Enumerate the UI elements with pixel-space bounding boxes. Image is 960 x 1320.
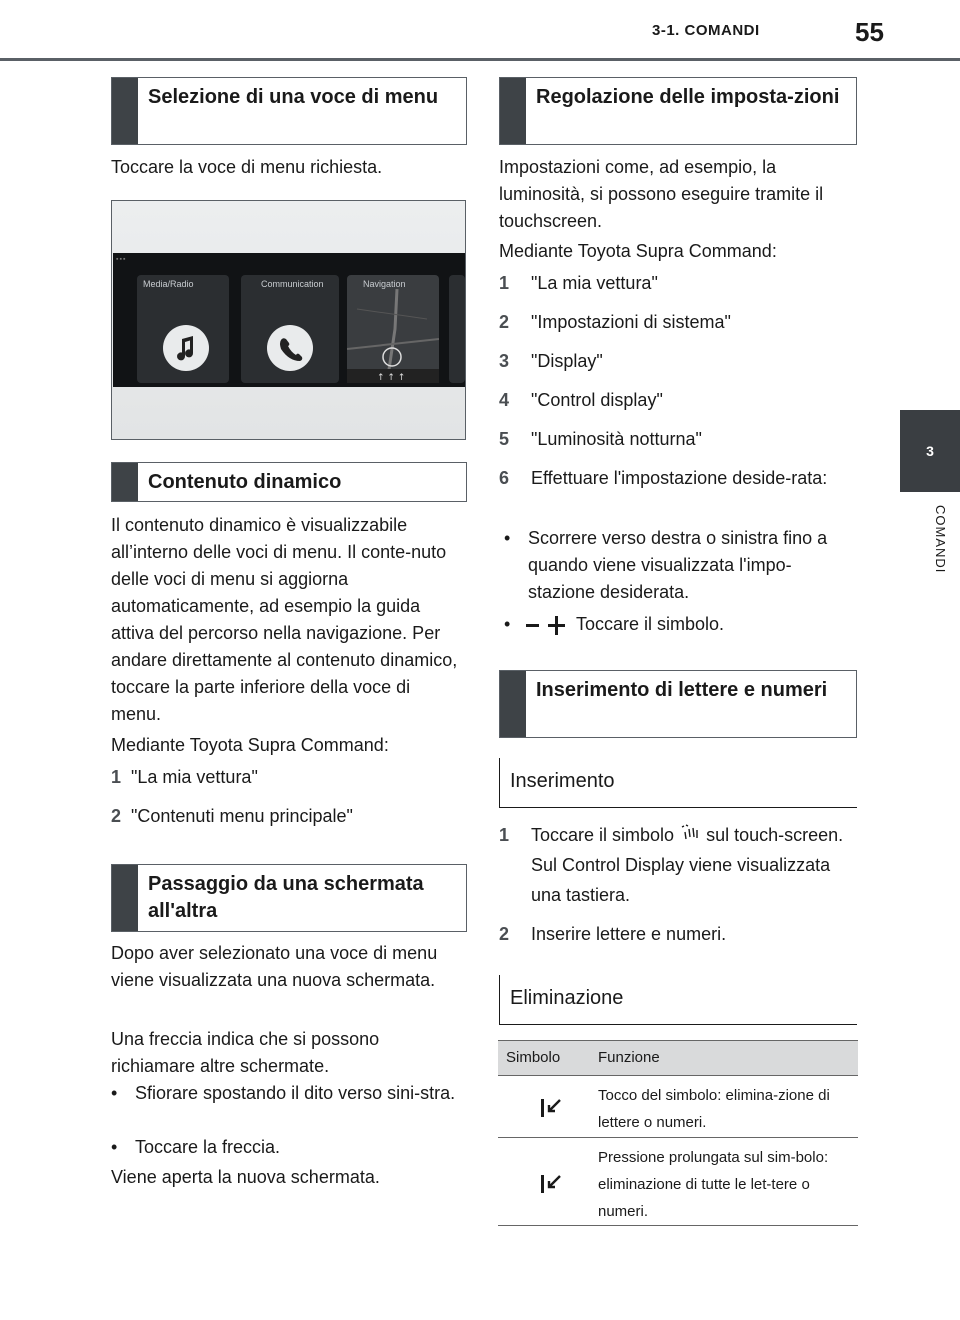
step-item <box>499 268 855 298</box>
step-text: "Control display" <box>531 390 663 410</box>
section-heading-settings <box>499 77 857 145</box>
heading-text: Passaggio da una schermata all'altra <box>148 873 424 922</box>
step-number: 3 <box>499 351 510 371</box>
step-text: "Impostazioni di sistema" <box>531 312 731 332</box>
section-heading-menu-selection <box>111 77 467 145</box>
card-navigation <box>347 275 439 383</box>
minus-plus-icon <box>524 613 574 645</box>
step-text: Inserire lettere e numeri. <box>531 924 727 944</box>
status-bar: ▪▪▪ <box>116 256 127 263</box>
music-note-icon <box>163 325 209 371</box>
paragraph: Impostazioni come, ad esempio, la luminosità, si possono eseguire tramite il touchscreen. <box>499 157 824 231</box>
backspace-icon <box>538 1172 568 1196</box>
bullet-text: Toccare la freccia. <box>135 1137 281 1157</box>
phone-icon <box>267 325 313 371</box>
section-heading-screen-switch <box>111 864 467 932</box>
bullet-text: Sfiorare spostando il dito verso sini-stra. <box>135 1083 456 1103</box>
paragraph: Mediante Toyota Supra Command: <box>499 241 777 261</box>
paragraph: Toccare la voce di menu richiesta. <box>111 157 383 177</box>
step-text: "Contenuti menu principale" <box>131 806 353 826</box>
menu-screenshot <box>111 200 466 440</box>
step-number: 5 <box>499 429 510 449</box>
col-header-function: Funzione <box>598 1049 660 1066</box>
card-label: Communication <box>261 279 324 289</box>
paragraph: Una freccia indica che si possono richiamare altre schermate. <box>111 1029 380 1076</box>
table-header <box>498 1040 858 1076</box>
bullet-dot: • <box>504 614 511 634</box>
heading-bar <box>500 78 526 144</box>
bullet-item <box>111 1080 471 1134</box>
paragraph: Dopo aver selezionato una voce di menu viene visualizzata una nuova schermata. <box>111 943 438 990</box>
chapter-tab: 3 <box>900 410 960 492</box>
heading-text: Regolazione delle imposta-zioni <box>536 86 840 108</box>
step-text <box>531 820 849 910</box>
heading-bar <box>500 671 526 737</box>
card-label: Navigation <box>363 279 406 289</box>
subheading-text: Inserimento <box>510 770 615 792</box>
card-media-radio <box>137 275 229 383</box>
screen-display <box>113 253 465 387</box>
step-item <box>499 820 855 910</box>
step-item <box>111 801 463 831</box>
table-row <box>498 1076 858 1138</box>
row-description: Tocco del simbolo: elimina-zione di lettere o numeri. <box>598 1087 830 1131</box>
bullet-dot: • <box>111 1083 118 1103</box>
step-number: 1 <box>499 273 510 293</box>
section-heading-input <box>499 670 857 738</box>
subheading-delete <box>499 975 857 1025</box>
bullet-text: Toccare il simbolo. <box>576 614 725 634</box>
heading-text: Selezione di una voce di menu <box>148 86 439 108</box>
step-item <box>111 762 463 792</box>
bullet-dot: • <box>111 1137 118 1157</box>
svg-text:↑ ↑ ↑: ↑ ↑ ↑ <box>377 373 406 383</box>
step-number: 2 <box>499 312 510 332</box>
card-label: Media/Radio <box>143 279 194 289</box>
card-partial <box>449 275 465 383</box>
heading-bar <box>112 865 138 931</box>
heading-bar <box>112 463 138 501</box>
row-description: Pressione prolungata sul sim-bolo: eliminazione di tutte le let-tere o numeri. <box>598 1149 829 1220</box>
step-text: Effettuare l'impostazione deside-rata: <box>531 468 828 488</box>
heading-bar <box>112 78 138 144</box>
bullet-item <box>504 611 858 638</box>
bullet-dot: • <box>504 528 511 548</box>
paragraph: Il contenuto dinamico è visualizzabile all’interno delle voci di menu. Il conte-nuto delle voci di menu si aggiorna automaticamente, ad esempio la guida attiva del percorso nella navigazione. Per andare direttamente al contenuto dinamico, toccare la parte inferiore della voce di menu. <box>111 515 458 724</box>
step-text: "Display" <box>531 351 603 371</box>
section-heading-dynamic-content <box>111 462 467 502</box>
step-item <box>499 919 855 949</box>
header-rule <box>0 58 960 61</box>
col-header-symbol: Simbolo <box>506 1049 561 1066</box>
page-number: 55 <box>855 17 884 47</box>
step-number: 6 <box>499 468 510 488</box>
step-item <box>499 385 855 415</box>
paragraph: Mediante Toyota Supra Command: <box>111 735 389 755</box>
step-item <box>499 424 855 454</box>
paragraph: Viene aperta la nuova schermata. <box>111 1167 380 1187</box>
heading-text: Contenuto dinamico <box>148 471 342 493</box>
step-item <box>499 346 855 376</box>
subheading-input <box>499 758 857 808</box>
card-communication <box>241 275 339 383</box>
heading-text: Inserimento di lettere e numeri <box>536 679 828 701</box>
step-number: 2 <box>111 806 122 826</box>
step-item <box>499 307 855 337</box>
step-text: "Luminosità notturna" <box>531 429 702 449</box>
table-row <box>498 1138 858 1226</box>
header-section-title: 3-1. COMANDI <box>652 22 760 39</box>
step-item <box>499 463 855 523</box>
step-number: 1 <box>499 825 510 845</box>
bullet-text: Scorrere verso destra o sinistra fino a quando viene visualizzata l'impo-stazione desiderata. <box>528 528 828 602</box>
step-number: 2 <box>499 924 510 944</box>
bullet-item <box>111 1134 471 1161</box>
map-icon <box>347 289 439 383</box>
step-number: 4 <box>499 390 510 410</box>
step-text-part: sul touch-screen. Sul Control Display viene visualizzata una tastiera. <box>531 825 844 905</box>
backspace-icon <box>538 1096 568 1120</box>
subheading-text: Eliminazione <box>510 987 624 1009</box>
step-number: 1 <box>111 767 122 787</box>
chapter-label: COMANDI <box>933 505 948 574</box>
bullet-item <box>504 525 858 606</box>
step-text: "La mia vettura" <box>131 767 258 787</box>
step-text-part: Toccare il simbolo <box>531 825 675 845</box>
step-text: "La mia vettura" <box>531 273 658 293</box>
keyboard-touch-icon <box>679 822 701 842</box>
